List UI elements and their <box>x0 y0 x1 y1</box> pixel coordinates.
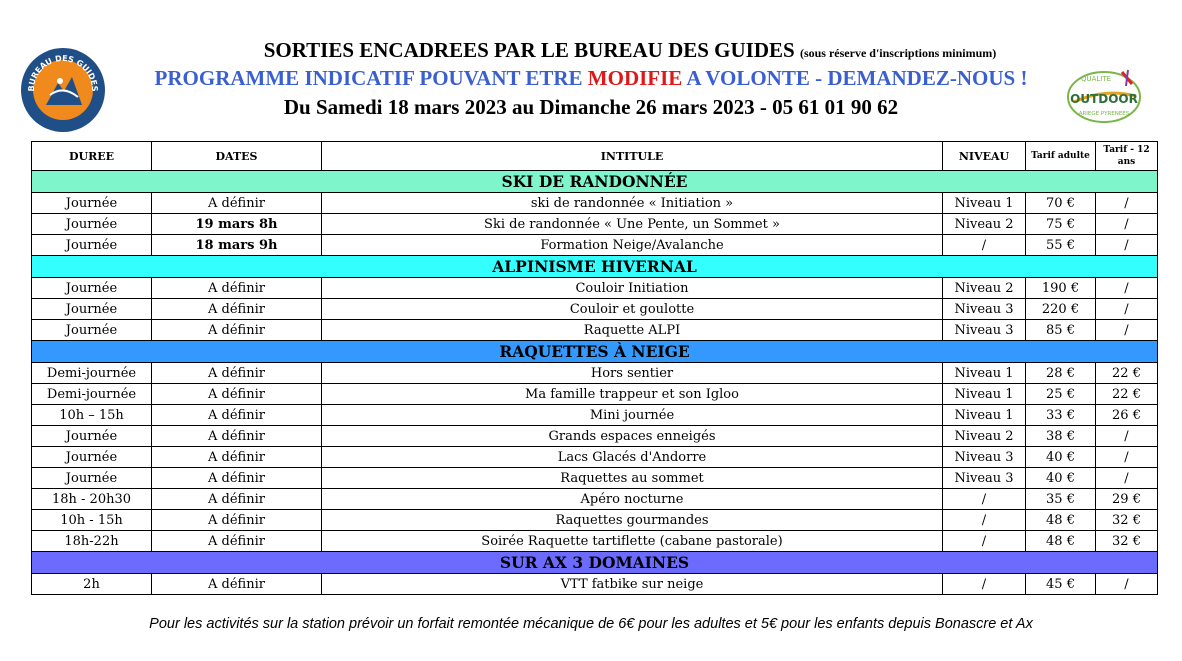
cell-adulte: 40 € <box>1026 468 1096 489</box>
cell-enfant: / <box>1096 320 1158 341</box>
cell-intitule: Ma famille trappeur et son Igloo <box>322 384 943 405</box>
cell-duree: 2h <box>32 574 152 595</box>
section-title: SKI DE RANDONNÉE <box>32 171 1158 193</box>
document-subtitle <box>0 66 1182 91</box>
cell-adulte: 40 € <box>1026 447 1096 468</box>
cell-intitule: ski de randonnée « Initiation » <box>322 193 943 214</box>
cell-niveau: / <box>943 574 1026 595</box>
cell-enfant: 22 € <box>1096 363 1158 384</box>
cell-enfant: / <box>1096 193 1158 214</box>
title-note: (sous réserve d'inscriptions minimum) <box>799 46 997 60</box>
cell-niveau: Niveau 1 <box>943 405 1026 426</box>
section-row <box>32 256 1158 278</box>
cell-adulte: 190 € <box>1026 278 1096 299</box>
section-row <box>32 171 1158 193</box>
cell-duree: Journée <box>32 235 152 256</box>
cell-dates: A définir <box>152 510 322 531</box>
cell-dates: A définir <box>152 384 322 405</box>
cell-duree: Journée <box>32 426 152 447</box>
cell-adulte: 38 € <box>1026 426 1096 447</box>
section-row <box>32 341 1158 363</box>
cell-duree: 10h - 15h <box>32 510 152 531</box>
cell-niveau: / <box>943 489 1026 510</box>
cell-adulte: 55 € <box>1026 235 1096 256</box>
footer-note: Pour les activités sur la station prévoir un forfait remontée mécanique de 6€ pour les adultes et 5€ pour les enfants depuis Bonascre et Ax <box>149 616 1033 632</box>
logo-right-top-text: QUALITE <box>1080 75 1112 83</box>
section-title: ALPINISME HIVERNAL <box>32 256 1158 278</box>
subtitle-highlight: MODIFIE <box>587 66 683 90</box>
logo-right-bottom-text: ARIEGE PYRENEES <box>1078 111 1130 117</box>
cell-duree: Demi-journée <box>32 363 152 384</box>
cell-duree: Journée <box>32 299 152 320</box>
document-header <box>0 0 1182 140</box>
cell-niveau: Niveau 1 <box>943 384 1026 405</box>
cell-dates: A définir <box>152 405 322 426</box>
cell-duree: 18h - 20h30 <box>32 489 152 510</box>
cell-duree: Demi-journée <box>32 384 152 405</box>
col-header-niveau: NIVEAU <box>943 142 1026 171</box>
cell-adulte: 28 € <box>1026 363 1096 384</box>
title-text: SORTIES ENCADREES PAR LE BUREAU DES GUIDES <box>263 38 795 62</box>
cell-dates: A définir <box>152 574 322 595</box>
table-row <box>32 193 1158 214</box>
table-row <box>32 447 1158 468</box>
cell-dates: A définir <box>152 320 322 341</box>
cell-adulte: 85 € <box>1026 320 1096 341</box>
table-body <box>32 171 1158 595</box>
cell-enfant: 32 € <box>1096 531 1158 552</box>
table-row <box>32 510 1158 531</box>
cell-enfant: / <box>1096 214 1158 235</box>
cell-adulte: 25 € <box>1026 384 1096 405</box>
cell-dates: A définir <box>152 426 322 447</box>
cell-duree: 18h-22h <box>32 531 152 552</box>
cell-intitule: Raquettes au sommet <box>322 468 943 489</box>
cell-niveau: Niveau 3 <box>943 468 1026 489</box>
subtitle-part1: PROGRAMME INDICATIF POUVANT ETRE <box>154 66 588 90</box>
cell-enfant: / <box>1096 426 1158 447</box>
cell-dates: 19 mars 8h <box>152 214 322 235</box>
cell-duree: Journée <box>32 193 152 214</box>
table-row <box>32 468 1158 489</box>
cell-enfant: 32 € <box>1096 510 1158 531</box>
document-title <box>0 38 1182 63</box>
table-row <box>32 278 1158 299</box>
cell-enfant: / <box>1096 235 1158 256</box>
cell-intitule: Formation Neige/Avalanche <box>322 235 943 256</box>
table-row <box>32 489 1158 510</box>
table-row <box>32 574 1158 595</box>
cell-dates: A définir <box>152 531 322 552</box>
cell-enfant: / <box>1096 447 1158 468</box>
table-header-row <box>32 142 1158 171</box>
cell-duree: Journée <box>32 320 152 341</box>
bureau-des-guides-logo <box>20 47 106 133</box>
subtitle-part2: A VOLONTE - DEMANDEZ-NOUS ! <box>682 66 1028 90</box>
cell-enfant: 26 € <box>1096 405 1158 426</box>
cell-dates: 18 mars 9h <box>152 235 322 256</box>
date-line: Du Samedi 18 mars 2023 au Dimanche 26 mars 2023 - 05 61 01 90 62 <box>283 95 899 119</box>
cell-dates: A définir <box>152 447 322 468</box>
table-row <box>32 214 1158 235</box>
cell-intitule: Couloir Initiation <box>322 278 943 299</box>
cell-duree: Journée <box>32 468 152 489</box>
cell-intitule: Couloir et goulotte <box>322 299 943 320</box>
cell-niveau: Niveau 2 <box>943 426 1026 447</box>
cell-enfant: / <box>1096 299 1158 320</box>
cell-duree: Journée <box>32 447 152 468</box>
table-row <box>32 531 1158 552</box>
cell-dates: A définir <box>152 193 322 214</box>
cell-niveau: Niveau 3 <box>943 320 1026 341</box>
cell-niveau: Niveau 1 <box>943 193 1026 214</box>
cell-intitule: Apéro nocturne <box>322 489 943 510</box>
cell-adulte: 33 € <box>1026 405 1096 426</box>
cell-enfant: / <box>1096 278 1158 299</box>
col-header-intitule: INTITULE <box>322 142 943 171</box>
cell-enfant: 29 € <box>1096 489 1158 510</box>
cell-niveau: Niveau 1 <box>943 363 1026 384</box>
cell-adulte: 70 € <box>1026 193 1096 214</box>
table-row <box>32 384 1158 405</box>
section-title: RAQUETTES À NEIGE <box>32 341 1158 363</box>
section-row <box>32 552 1158 574</box>
cell-niveau: / <box>943 235 1026 256</box>
cell-niveau: Niveau 3 <box>943 447 1026 468</box>
table-row <box>32 320 1158 341</box>
col-header-dates: DATES <box>152 142 322 171</box>
table-row <box>32 299 1158 320</box>
cell-adulte: 220 € <box>1026 299 1096 320</box>
cell-enfant: / <box>1096 468 1158 489</box>
cell-adulte: 48 € <box>1026 510 1096 531</box>
col-header-tarif-adulte: Tarif adulte <box>1026 142 1096 171</box>
col-header-duree: DUREE <box>32 142 152 171</box>
cell-enfant: 22 € <box>1096 384 1158 405</box>
cell-niveau: Niveau 2 <box>943 214 1026 235</box>
cell-niveau: / <box>943 510 1026 531</box>
cell-adulte: 45 € <box>1026 574 1096 595</box>
table-row <box>32 235 1158 256</box>
cell-duree: Journée <box>32 214 152 235</box>
table-row <box>32 363 1158 384</box>
cell-intitule: Soirée Raquette tartiflette (cabane pastorale) <box>322 531 943 552</box>
cell-duree: Journée <box>32 278 152 299</box>
cell-dates: A définir <box>152 299 322 320</box>
cell-adulte: 75 € <box>1026 214 1096 235</box>
cell-intitule: Raquettes gourmandes <box>322 510 943 531</box>
cell-intitule: Mini journée <box>322 405 943 426</box>
cell-intitule: Ski de randonnée « Une Pente, un Sommet » <box>322 214 943 235</box>
cell-niveau: Niveau 3 <box>943 299 1026 320</box>
cell-adulte: 48 € <box>1026 531 1096 552</box>
cell-dates: A définir <box>152 468 322 489</box>
qualite-outdoor-logo <box>1062 66 1146 128</box>
cell-dates: A définir <box>152 278 322 299</box>
cell-dates: A définir <box>152 363 322 384</box>
table-row <box>32 426 1158 447</box>
cell-adulte: 35 € <box>1026 489 1096 510</box>
program-table <box>31 141 1158 595</box>
cell-niveau: / <box>943 531 1026 552</box>
section-title: SUR AX 3 DOMAINES <box>32 552 1158 574</box>
cell-intitule: VTT fatbike sur neige <box>322 574 943 595</box>
cell-duree: 10h – 15h <box>32 405 152 426</box>
table-row <box>32 405 1158 426</box>
cell-intitule: Raquette ALPI <box>322 320 943 341</box>
logo-right-main-text: OUTDOOR <box>1070 92 1138 106</box>
cell-enfant: / <box>1096 574 1158 595</box>
cell-niveau: Niveau 2 <box>943 278 1026 299</box>
logo-left-text: BUREAU DES GUIDES <box>26 53 100 92</box>
col-header-tarif-enfant: Tarif - 12 ans <box>1096 142 1158 171</box>
cell-intitule: Lacs Glacés d'Andorre <box>322 447 943 468</box>
cell-intitule: Hors sentier <box>322 363 943 384</box>
cell-intitule: Grands espaces enneigés <box>322 426 943 447</box>
cell-dates: A définir <box>152 489 322 510</box>
